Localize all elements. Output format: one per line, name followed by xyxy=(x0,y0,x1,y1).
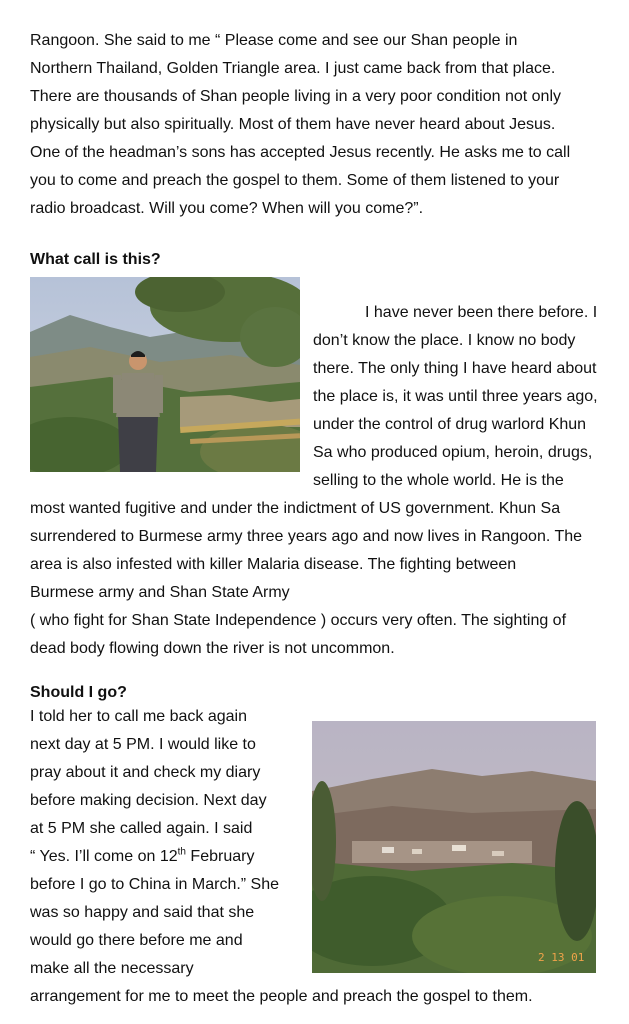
text-line-date xyxy=(30,847,254,867)
text-line: Sa who produced opium, heroin, drugs, xyxy=(313,444,593,461)
text-line: ( who fight for Shan State Independence ) occurs very often. The sighting of xyxy=(30,612,567,629)
landscape-photo-1 xyxy=(30,277,300,472)
text-line: surrendered to Burmese army three years ago and now lives in Rangoon. The xyxy=(30,528,583,545)
text-line: you to come and preach the gospel to them. Some of them listened to your xyxy=(30,172,560,189)
text-line: Burmese army and Shan State Army xyxy=(30,584,290,601)
photo-man-on-hilltop xyxy=(30,277,300,472)
text-line: I have never been there before. I xyxy=(365,304,598,321)
text-line: would go there before me and xyxy=(30,932,243,949)
text-line: under the control of drug warlord Khun xyxy=(313,416,587,433)
text-line: arrangement for me to meet the people and preach the gospel to them. xyxy=(30,988,533,1005)
text-line: the place is, it was until three years ago, xyxy=(313,388,598,405)
date-ordinal-suffix: th xyxy=(177,846,186,858)
text-line: before I go to China in March.” She xyxy=(30,876,280,893)
text-line: Rangoon. She said to me “ Please come and see our Shan people in xyxy=(30,32,518,49)
photo-date-stamp: 2 13 01 xyxy=(538,951,585,964)
photo-village-valley xyxy=(312,721,596,973)
landscape-photo-2 xyxy=(312,721,596,973)
text-line: One of the headman’s sons has accepted Jesus recently. He asks me to call xyxy=(30,144,571,161)
text-line: was so happy and said that she xyxy=(30,904,255,921)
section-heading-what-call: What call is this? xyxy=(30,251,161,268)
text-line: There are thousands of Shan people living in a very poor condition not only xyxy=(30,88,562,105)
text-line: I told her to call me back again xyxy=(30,708,248,725)
date-text-before: “ Yes. I’ll come on 12 xyxy=(30,848,178,865)
text-line: area is also infested with killer Malaria disease. The fighting between xyxy=(30,556,517,573)
text-line: before making decision. Next day xyxy=(30,792,267,809)
text-line: Northern Thailand, Golden Triangle area. I just came back from that place. xyxy=(30,60,556,77)
text-line: dead body flowing down the river is not uncommon. xyxy=(30,640,395,657)
text-line: radio broadcast. Will you come? When will you come?”. xyxy=(30,200,424,217)
section-heading-should-i-go: Should I go? xyxy=(30,684,127,701)
text-line: most wanted fugitive and under the indictment of US government. Khun Sa xyxy=(30,500,561,517)
text-line: at 5 PM she called again. I said xyxy=(30,820,253,837)
text-line: selling to the whole world. He is the xyxy=(313,472,564,489)
date-text-after: February xyxy=(185,848,255,865)
text-line: make all the necessary xyxy=(30,960,194,977)
text-line: don’t know the place. I know no body xyxy=(313,332,576,349)
text-line: pray about it and check my diary xyxy=(30,764,261,781)
text-line: there. The only thing I have heard about xyxy=(313,360,597,377)
text-line: physically but also spiritually. Most of them have never heard about Jesus. xyxy=(30,116,556,133)
text-line: next day at 5 PM. I would like to xyxy=(30,736,256,753)
